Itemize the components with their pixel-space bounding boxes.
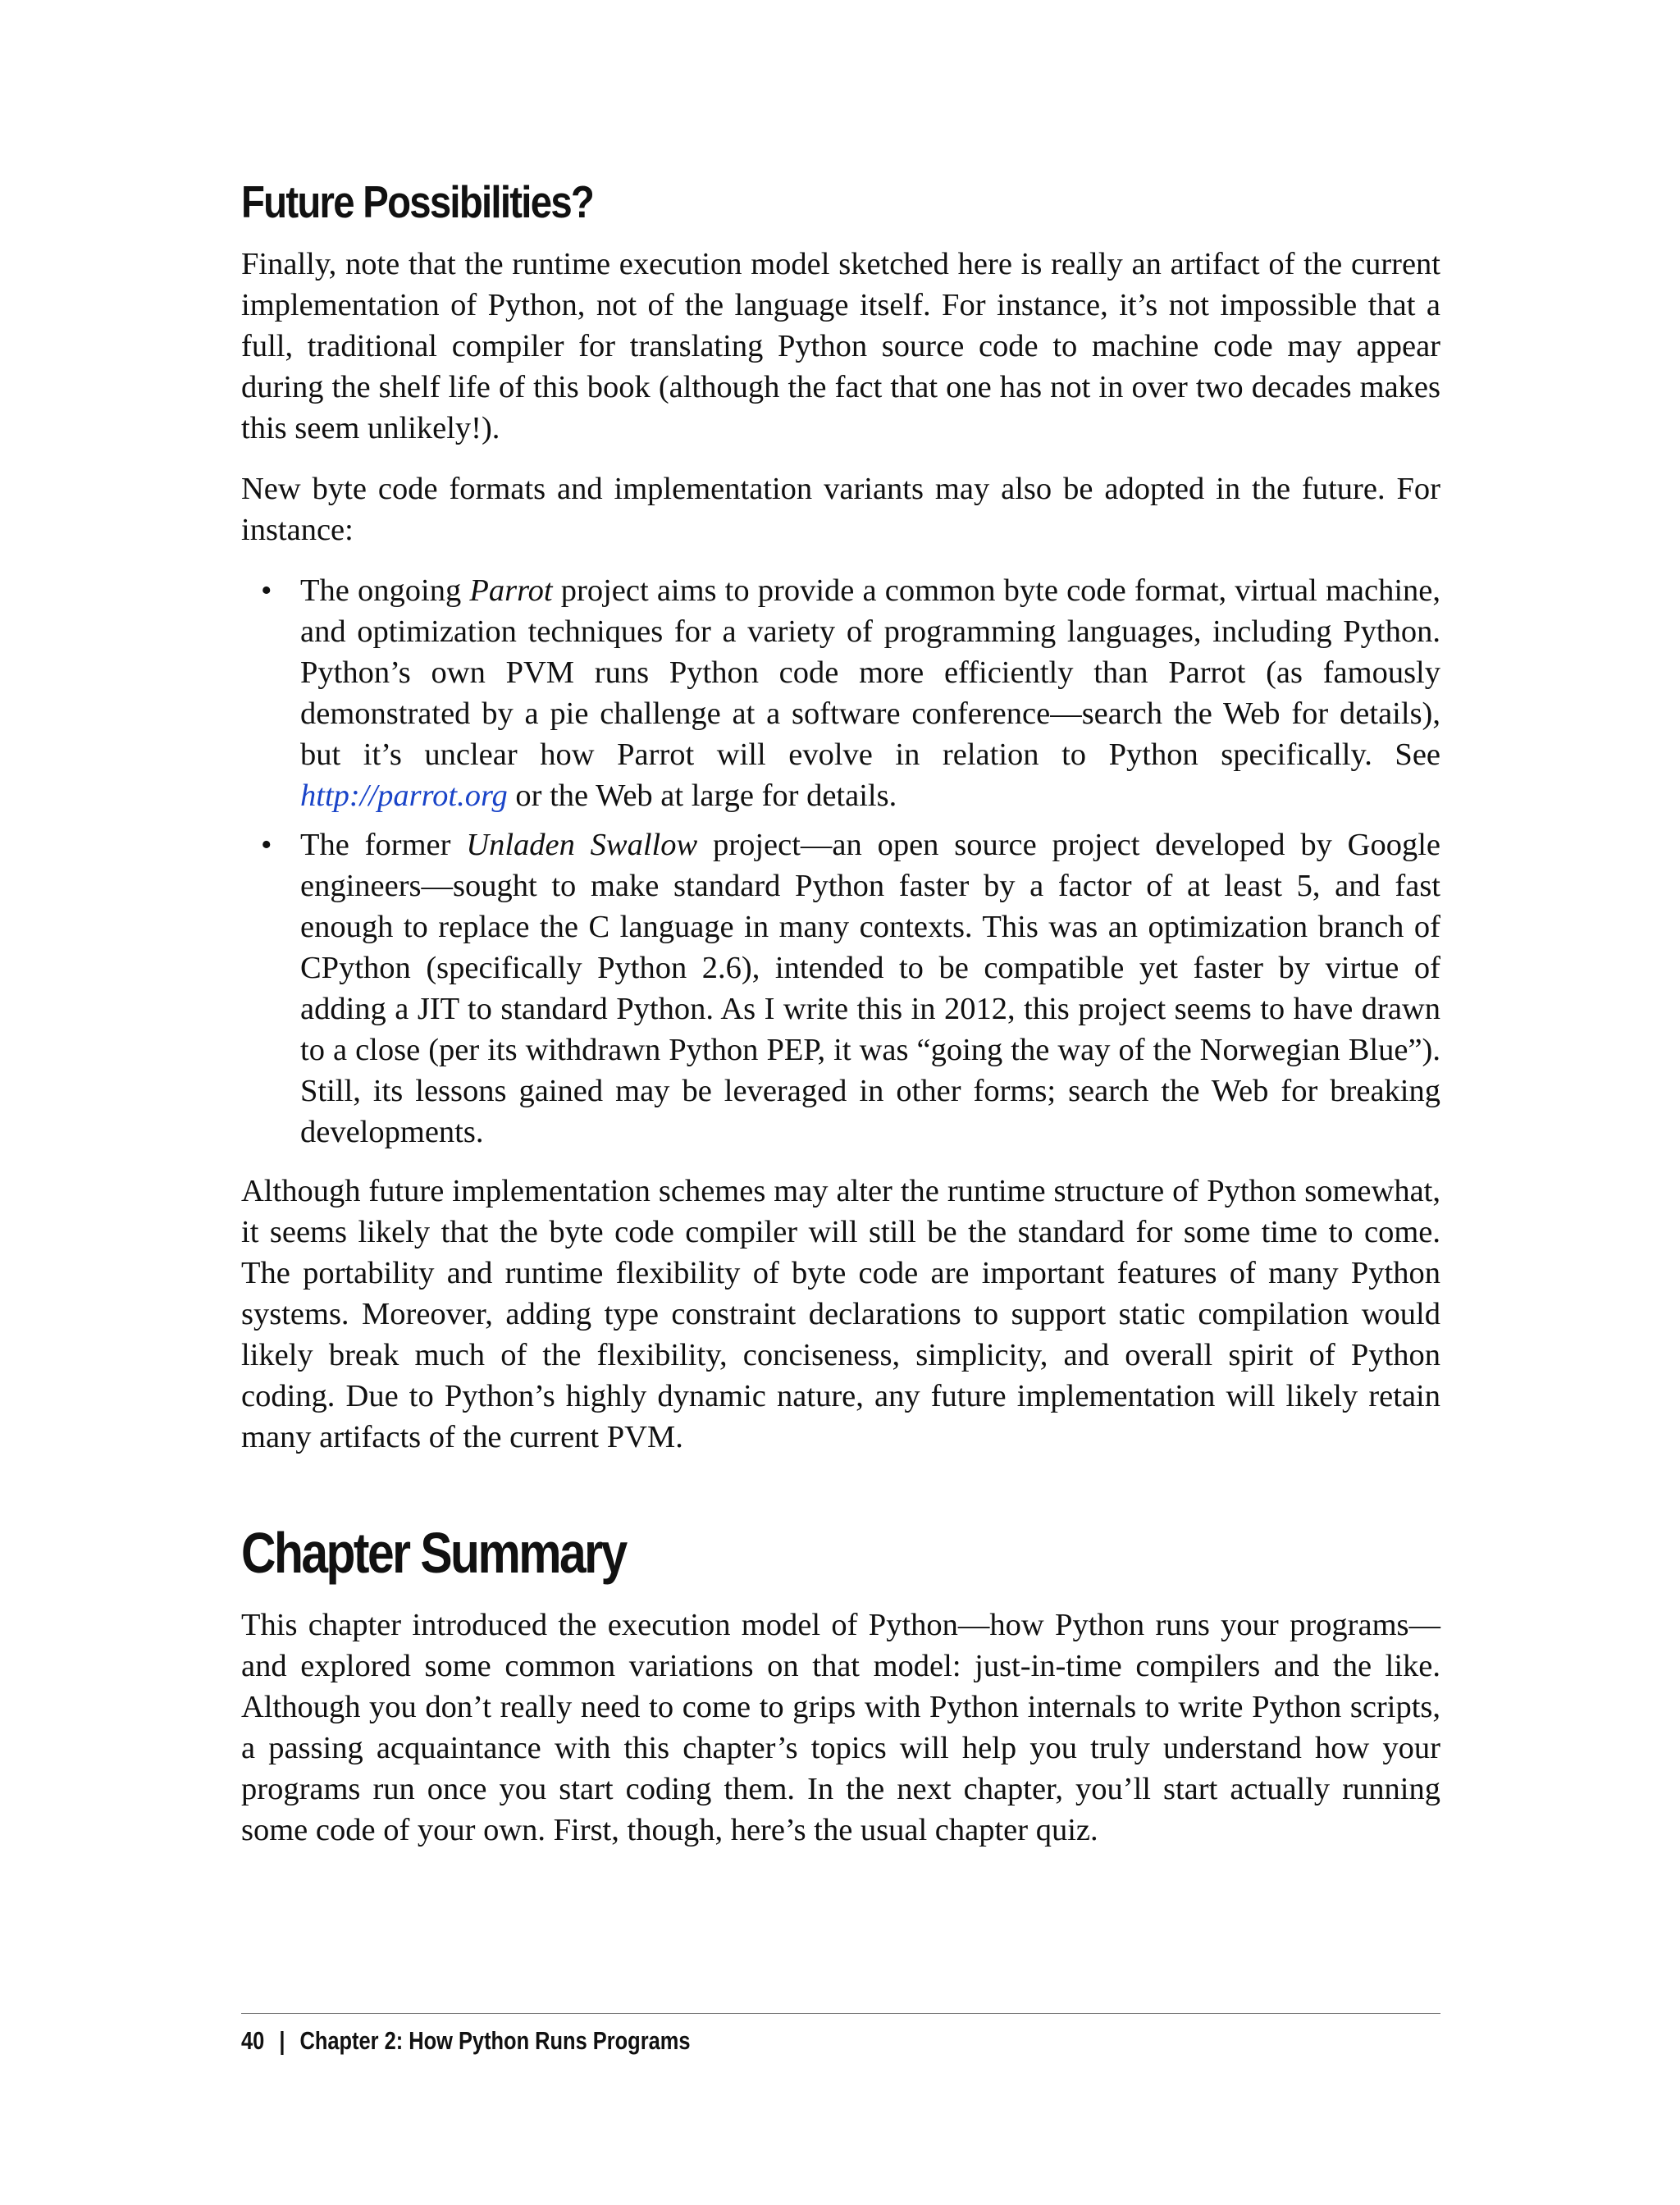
parrot-link[interactable]: http://parrot.org — [300, 778, 508, 813]
paragraph-future-schemes: Although future implementation schemes may alter the runtime structure of Python somewhat, it seems likely that the byte code compiler will still be the standard for some time to come. The portability and runtime flexibility of byte code are important features of many Python systems. Moreover, adding type constraint declarations to support static compilation would likely break much of the flexibility, conciseness, simplicity, and overall spirit of Python coding. Due to Python’s highly dynamic nature, any future implementation will likely retain many artifacts of the current PVM. — [241, 1173, 1440, 1454]
parrot-project-name: Parrot — [469, 573, 553, 608]
swallow-text-pre: The former — [300, 827, 467, 862]
paragraph-byte-code-formats: New byte code formats and implementation variants may also be adopted in the future. For instance: — [241, 471, 1440, 547]
parrot-text-mid: project aims to provide a common byte code format, virtual machine, and optimization techniques for a variety of programming languages, including Python. Python’s own PVM runs Python code more efficiently than Parrot (as famously demonstrated by a pie challenge at a software conference—search the Web for details), but it’s unclear how Parrot will evolve in relation to Python specifically. See — [300, 573, 1440, 772]
swallow-text-post: project—an open source project developed by Google engineers—sought to make standard Python faster by a factor of at least 5, and fast enough to replace the C language in many contexts. This was an optimization branch of CPython (specifically Python 2.6), intended to be compatible yet faster by virtue of adding a JIT to standard Python. As I write this in 2012, this project seems to have drawn to a close (per its withdrawn Python PEP, it was “going the way of the Norwegian Blue”). Still, its lessons gained may be leveraged in other forms; search the Web for breaking developments. — [300, 827, 1440, 1149]
paragraph-chapter-summary: This chapter introduced the execution model of Python—how Python runs your programs—and explored some common variations on that model: just-in-time compilers and the like. Although you don’t really need to come to grips with Python internals to write Python scripts, a passing acquaintance with this chapter’s topics will help you truly understand how your programs run once you start coding them. In the next chapter, you’ll start actually running some code of your own. First, though, here’s the usual chapter quiz. — [241, 1607, 1440, 1847]
implementation-variants-list — [241, 570, 1440, 1153]
page-footer — [241, 2026, 690, 2056]
spacer — [241, 1477, 1440, 1522]
page-number: 40 — [241, 2026, 265, 2055]
chapter-summary-heading: Chapter Summary — [241, 1520, 626, 1585]
parrot-text-pre: The ongoing — [300, 573, 470, 608]
parrot-text-post: or the Web at large for details. — [507, 778, 897, 813]
text-column — [241, 177, 1440, 1870]
footer-divider — [241, 2013, 1440, 2014]
swallow-project-name: Unladen Swallow — [466, 827, 698, 862]
section-heading: Future Possibilities? — [241, 176, 594, 227]
paragraph-execution-model: Finally, note that the runtime execution model sketched here is really an artifact of the current implementation of Python, not of the language itself. For instance, it’s not impossible that a full, traditional compiler for translating Python source code to machine code may appear during the shelf life of this book (although the fact that one has not in over two decades makes this seem unlikely!). — [241, 246, 1440, 445]
running-chapter-title: Chapter 2: How Python Runs Programs — [299, 2026, 691, 2055]
bullet-icon: • — [261, 827, 272, 862]
list-item-unladen-swallow — [241, 824, 1440, 1153]
bullet-icon: • — [261, 573, 272, 608]
footer-separator: | — [279, 2026, 285, 2055]
list-item-parrot — [241, 570, 1440, 816]
